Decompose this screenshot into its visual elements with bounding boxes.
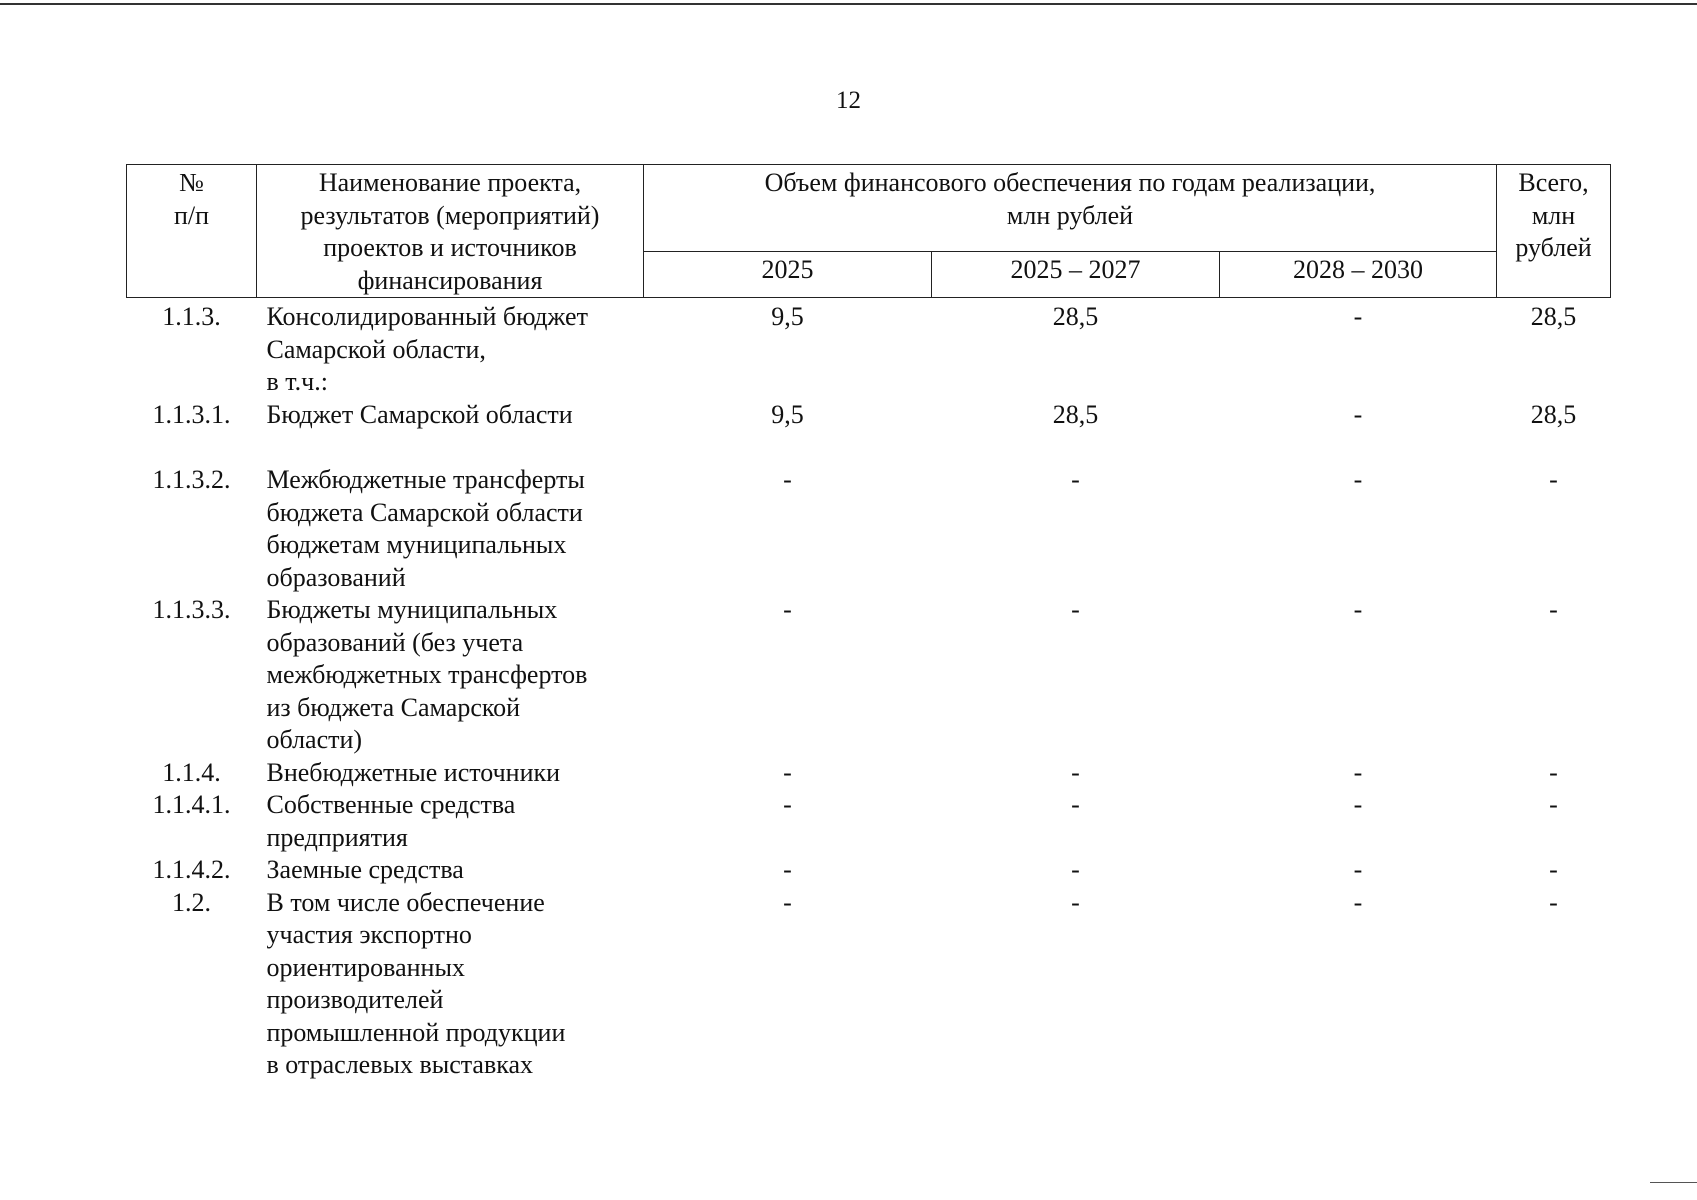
row-number: 1.2. [172, 887, 211, 917]
row-number: 1.1.3. [162, 302, 221, 331]
row-value-2025: 9,5 [771, 399, 804, 429]
table-row [127, 298, 1611, 399]
row-value-2028-2030: - [1353, 465, 1363, 494]
row-value-2025-2027: 28,5 [1052, 399, 1099, 429]
row-value-2025: - [783, 855, 792, 884]
row-value-2028-2030: - [1353, 855, 1363, 884]
header-year-2025-2027: 2025 – 2027 [932, 252, 1220, 298]
row-value-2025-2027: - [1071, 465, 1080, 494]
row-value-2028-2030: - [1353, 790, 1363, 819]
row-value-total: - [1549, 595, 1558, 624]
row-value-total: - [1549, 855, 1558, 884]
row-value-2025-2027: - [1071, 757, 1080, 787]
row-value-2028-2030: - [1353, 302, 1363, 331]
row-name: В том числе обеспечение участия экспортно ориентированных производителей промышленной продукции в отраслевых выставках [266, 887, 566, 1079]
row-value-2025: - [783, 790, 792, 819]
top-border-line [0, 3, 1697, 5]
table-row [127, 594, 1611, 757]
row-value-2028-2030: - [1353, 757, 1363, 787]
table-row [127, 399, 1611, 432]
row-number: 1.1.3.2. [152, 465, 231, 494]
header-year-2025: 2025 [644, 252, 932, 298]
row-name: Межбюджетные трансферты бюджета Самарской области бюджетам муниципальных образований [266, 465, 585, 592]
row-name: Внебюджетные источники [266, 757, 561, 787]
table-header [127, 165, 1611, 298]
row-value-2025-2027: - [1071, 887, 1080, 917]
table-row [127, 887, 1611, 1082]
row-name: Консолидированный бюджет Самарской области, в т.ч.: [266, 302, 588, 396]
row-value-2025-2027: 28,5 [1052, 302, 1099, 331]
row-name: Заемные средства [266, 855, 464, 884]
row-value-total: - [1549, 790, 1558, 819]
row-value-2025: - [783, 465, 792, 494]
header-year-2028-2030: 2028 – 2030 [1220, 252, 1497, 298]
row-value-total: - [1549, 757, 1558, 787]
table-body [127, 298, 1611, 1082]
row-value-2025-2027: - [1071, 855, 1080, 884]
row-value-total: 28,5 [1530, 399, 1577, 429]
header-financing-group: Объем финансового обеспечения по годам реализации, млн рублей [644, 165, 1497, 252]
row-number: 1.1.3.3. [152, 595, 231, 624]
row-number: 1.1.4.2. [152, 855, 231, 884]
financing-table [126, 164, 1611, 1082]
row-gap [127, 431, 1611, 464]
page-number: 12 [836, 87, 861, 114]
row-value-2025: - [783, 887, 792, 917]
header-number-column: № п/п [127, 165, 257, 298]
table-row [127, 757, 1611, 790]
header-total-column: Всего, млн рублей [1497, 165, 1611, 298]
row-value-2028-2030: - [1353, 887, 1363, 917]
row-value-2025: - [783, 757, 792, 787]
row-name: Бюджет Самарской области [266, 399, 573, 429]
row-value-total: - [1549, 465, 1558, 494]
row-value-total: - [1549, 887, 1558, 917]
row-value-2025-2027: - [1071, 790, 1080, 819]
row-value-2028-2030: - [1353, 399, 1363, 429]
row-value-2025: 9,5 [771, 302, 804, 331]
table-row [127, 464, 1611, 594]
row-number: 1.1.3.1. [152, 399, 231, 429]
row-value-2028-2030: - [1353, 595, 1363, 624]
header-name-column: Наименование проекта, результатов (мероприятий) проектов и источников финансирования [257, 165, 644, 298]
row-number: 1.1.4.1. [152, 790, 231, 819]
row-value-2025-2027: - [1071, 595, 1080, 624]
table-row [127, 854, 1611, 887]
row-number: 1.1.4. [162, 757, 221, 787]
bottom-corner-line [1650, 1182, 1697, 1183]
row-name: Собственные средства предприятия [266, 790, 516, 852]
row-gap-cell [127, 431, 1611, 464]
table-row [127, 789, 1611, 854]
row-value-2025: - [783, 595, 792, 624]
row-value-total: 28,5 [1530, 302, 1577, 331]
row-name: Бюджеты муниципальных образований (без учета межбюджетных трансфертов из бюджета Самарской области) [266, 595, 588, 754]
